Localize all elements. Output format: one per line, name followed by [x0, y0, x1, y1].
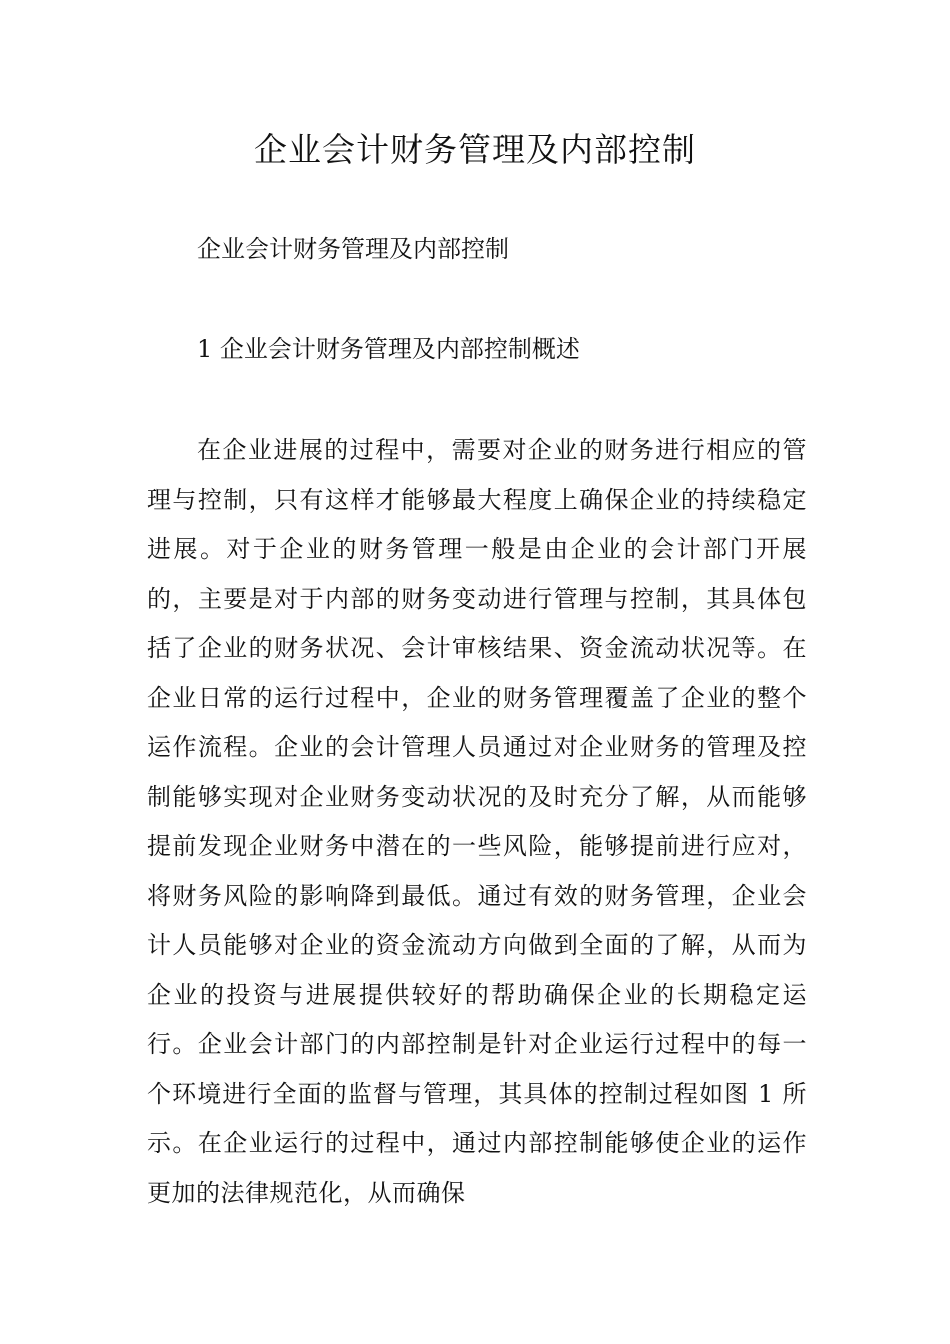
- body-paragraph: 在企业进展的过程中，需要对企业的财务进行相应的管理与控制，只有这样才能够最大程度上确保企业的持续稳定进展。对于企业的财务管理一般是由企业的会计部门开展的，主要是对于内部的财务变动进行管理与控制，其具体包括了企业的财务状况、会计审核结果、资金流动状况等。在企业日常的运行过程中，企业的财务管理覆盖了企业的整个运作流程。企业的会计管理人员通过对企业财务的管理及控制能够实现对企业财务变动状况的及时充分了解，从而能够提前发现企业财务中潜在的一些风险，能够提前进行应对，将财务风险的影响降到最低。通过有效的财务管理，企业会计人员能够对企业的资金流动方向做到全面的了解，从而为企业的投资与进展提供较好的帮助确保企业的长期稳定运行。企业会计部门的内部控制是针对企业运行过程中的每一个环境进行全面的监督与管理，其具体的控制过程如图 1 所示。在企业运行的过程中，通过内部控制能够使企业的运作更加的法律规范化，从而确保: [147, 436, 807, 1207]
- section-heading: 1 企业会计财务管理及内部控制概述: [197, 335, 580, 363]
- document-title: 企业会计财务管理及内部控制: [254, 130, 696, 169]
- document-subtitle: 企业会计财务管理及内部控制: [197, 235, 509, 263]
